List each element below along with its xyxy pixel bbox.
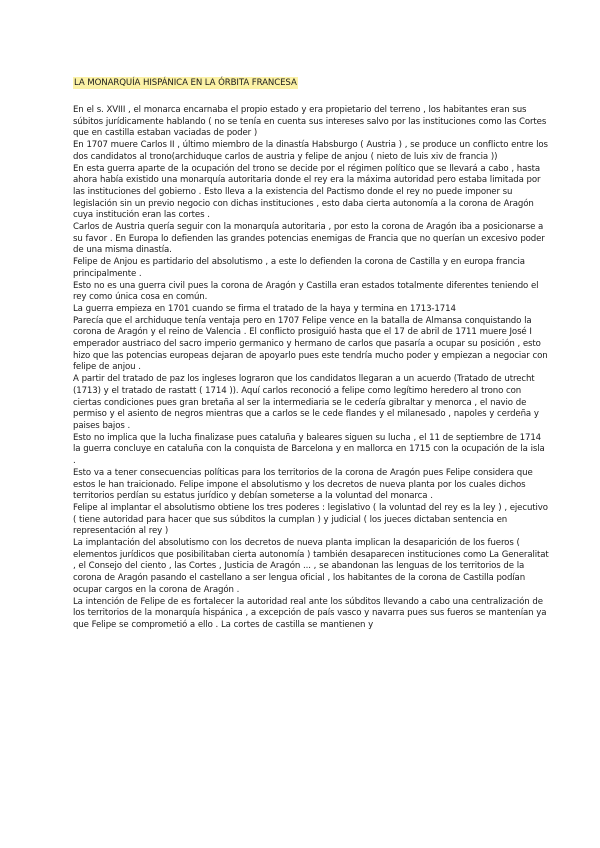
paragraph: La implantación del absolutismo con los decretos de nueva planta implican la desaparición de los fueros ( elementos jurídicos que posibilitaban cierta autonomía ) también desaparecen instituciones como La Generalitat , el Consejo del ciento , las Cortes , Justicia de Aragón ... , se abandonan las lenguas de los territorios de la corona de Aragón pasando el castellano a ser lengua oficial , los habitantes de la corona de Castilla podían ocupar cargos en la corona de Aragón . xyxy=(73,538,549,595)
paragraph: Esto no implica que la lucha finalizase pues cataluña y baleares siguen su lucha , el 11 de septiembre de 1714 la guerra concluye en cataluña con la conquista de Barcelona y en mallorca en 1715 con la ocupación de la isla . xyxy=(73,432,545,467)
paragraph: Carlos de Austria quería seguir con la monarquía autoritaria , por esto la corona de Aragón iba a posicionarse a su favor . En Europa lo defienden las grandes potencias enemigas de Francia que no querían un excesivo poder de una misma dinastía. xyxy=(73,222,545,256)
paragraph: Esto no es una guerra civil pues la corona de Aragón y Castilla eran estados totalmente diferentes teniendo el rey como única cosa en común. xyxy=(73,280,539,303)
document-title: LA MONARQUÍA HISPÁNICA EN LA ÓRBITA FRANCESA xyxy=(74,78,297,88)
paragraph: En 1707 muere Carlos II , último miembro de la dinastía Habsburgo ( Austria ) , se produce un conflicto entre los dos candidatos al trono(archiduque carlos de austria y felipe de anjou ( nieto de luis xiv de francia )) xyxy=(73,140,548,162)
paragraph: Esto va a tener consecuencias políticas para los territorios de la corona de Aragón pues Felipe considera que estos le han traicionado. Felipe impone el absolutismo y los decretos de nueva planta por los cuales dichos territorios perdían su estatus jurídico y debían someterse a la voluntad del monarca . xyxy=(73,467,533,502)
paragraph: La intención de Felipe de es fortalecer la autoridad real ante los súbditos llevando a cabo una centralización de los territorios de la monarquía hispánica , a excepción de país vasco y navarra pues sus fueros se mantenían ya que Felipe se comprometió a ello . La cortes de castilla se mantienen y xyxy=(73,596,547,630)
paragraph: Parecía que el archiduque tenía ventaja pero en 1707 Felipe vence en la batalla de Almansa conquistando la corona de Aragón y el reino de Valencia . El conflicto prosiguió hasta que el 17 de abril de 1711 muere José I emperador austriaco del sacro imperio germanico y hermano de carlos que pasaría a ocupar su posición , esto hizo que las potencias europeas dejaran de apoyarlo pues este tendría mucho poder y empiezan a negociar con felipe de anjou . xyxy=(73,315,548,373)
paragraph: La guerra empieza en 1701 cuando se firma el tratado de la haya y termina en 1713-1714 xyxy=(73,303,456,314)
paragraph: En esta guerra aparte de la ocupación del trono se decide por el régimen político que se llevará a cabo , hasta ahora había existido una monarquía autoritaria donde el rey era la máxima autoridad pero estaba limitada por las instituciones del gobierno . Esto lleva a la existencia del Pactismo donde el rey no puede imponer su legislación sin un previo negocio con dichas instituciones , esto daba cierta autonomía a la corona de Aragón cuya institución eran las cortes . xyxy=(73,163,541,221)
paragraph: En el s. XVIII , el monarca encarnaba el propio estado y era propietario del terreno , los habitantes eran sus súbitos jurídicamente hablando ( no se tenía en cuenta sus intereses salvo por las instituciones como las Cortes que en castilla estaban vaciadas de poder ) xyxy=(73,105,547,139)
paragraph: Felipe de Anjou es partidario del absolutismo , a este lo defienden la corona de Castilla y en europa francia principalmente . xyxy=(73,257,525,279)
paragraph: A partir del tratado de paz los ingleses lograron que los candidatos llegaran a un acuerdo (Tratado de utrecht (1713) y el tratado de rastatt ( 1714 )). Aquí carlos reconoció a felipe como legítimo heredero al trono con ciertas condiciones pues gran bretaña al ser la intermediaria se le cedería gibraltar y menorca , el navio de permiso y el asiento de negros mientras que a carlos se le cede flandes y el milanesado , napoles y cerdeña y paises bajos . xyxy=(73,374,539,431)
paragraph: Felipe al implantar el absolutismo obtiene los tres poderes : legislativo ( la voluntad del rey es la ley ) , ejecutivo ( tiene autoridad para hacer que sus súbditos la cumplan ) y judicial ( los jueces dictaban sentencia en representación al rey ) xyxy=(73,502,548,537)
